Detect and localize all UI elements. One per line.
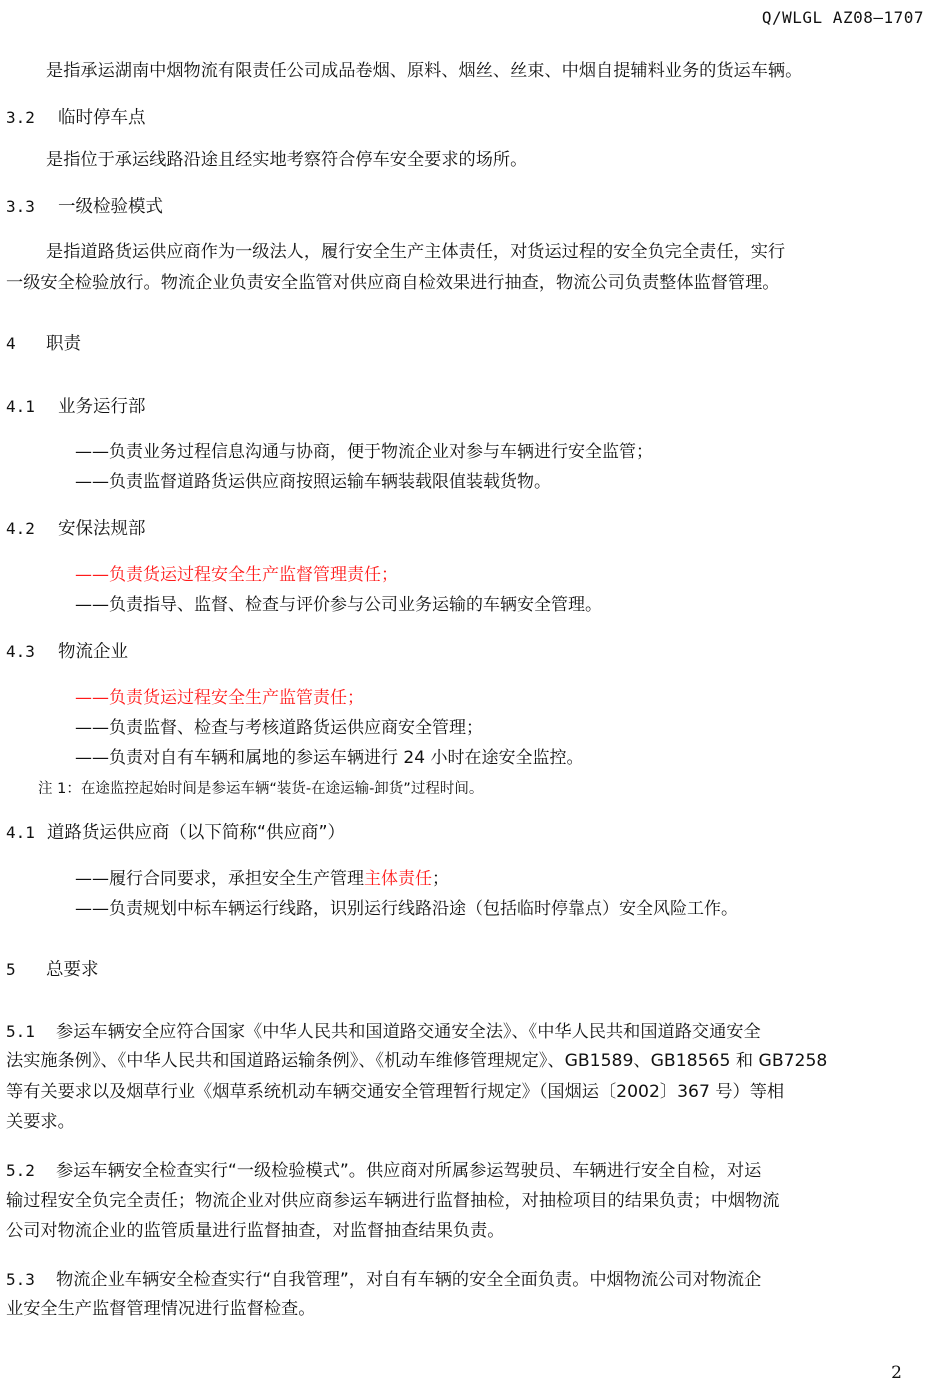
paragraph-5-2-line-2: 输过程安全负完全责任；物流企业对供应商参运车辆进行监督抽检，对抽检项目的结果负责；中烟物流 — [6, 1191, 780, 1211]
list-item — [75, 864, 449, 889]
paragraph-3-1-continuation: 是指承运湖南中烟物流有限责任公司成品卷烟、原料、烟丝、丝束、中烟自提辅料业务的货运车辆。 — [46, 61, 803, 81]
section-number: 5 — [6, 960, 16, 979]
highlighted-text: 主体责任 — [364, 869, 432, 889]
section-number: 4.2 — [6, 519, 35, 538]
section-number: 4.1 — [6, 823, 35, 842]
paragraph-5-3-line-2: 业安全生产监督管理情况进行监督检查。 — [6, 1299, 316, 1319]
standard-code: Q/WLGL AZ08—1707 — [761, 8, 924, 27]
paragraph-5-1-line-3: 等有关要求以及烟草行业《烟草系统机动车辆交通安全管理暂行规定》（国烟运〔2002〕367 号）等相 — [6, 1082, 785, 1102]
paragraph-5-1-line-2: 法实施条例》、《中华人民共和国道路运输条例》、《机动车维修管理规定》、GB1589、GB18565 和 GB7258 — [6, 1051, 828, 1071]
list-item: ——负责指导、监督、检查与评价参与公司业务运输的车辆安全管理。 — [75, 595, 602, 615]
heading-3-3 — [6, 193, 163, 218]
heading-4-1 — [6, 393, 146, 418]
list-item: ——负责监督道路货运供应商按照运输车辆装载限值装载货物。 — [75, 472, 551, 492]
paragraph-3-2: 是指位于承运线路沿途且经实地考察符合停车安全要求的场所。 — [46, 150, 528, 170]
note: 注 1：在途监控起始时间是参运车辆“装货-在途运输-卸货”过程时间。 — [38, 781, 484, 797]
section-number: 5.3 — [6, 1270, 35, 1289]
list-item-highlighted: ——负责货运过程安全生产监管责任； — [75, 688, 364, 708]
section-number: 4.3 — [6, 642, 35, 661]
list-item-text: ——履行合同要求，承担安全生产管理 — [75, 869, 364, 889]
paragraph-text: 参运车辆安全检查实行“一级检验模式”。供应商对所属参运驾驶员、车辆进行安全自检，对运 — [56, 1161, 762, 1181]
heading-4-3 — [6, 638, 128, 663]
section-title: 总要求 — [46, 960, 99, 980]
list-item: ——负责对自有车辆和属地的参运车辆进行 24 小时在途安全监控。 — [75, 748, 584, 768]
section-number: 5.1 — [6, 1022, 35, 1041]
section-title: 物流企业 — [58, 642, 128, 662]
paragraph-3-3-line-1: 是指道路货运供应商作为一级法人，履行安全生产主体责任，对货运过程的安全负完全责任，实行 — [46, 242, 786, 262]
paragraph-5-1-line-4: 关要求。 — [6, 1112, 75, 1132]
list-item: ——负责规划中标车辆运行线路，识别运行线路沿途（包括临时停靠点）安全风险工作。 — [75, 899, 738, 919]
list-item-punct: ； — [432, 869, 449, 889]
section-number: 3.2 — [6, 108, 35, 127]
heading-4 — [6, 330, 81, 355]
heading-4-4 — [6, 819, 345, 844]
section-number: 4.1 — [6, 397, 35, 416]
list-item: ——负责监督、检查与考核道路货运供应商安全管理； — [75, 718, 483, 738]
section-title: 道路货运供应商（以下简称“供应商”） — [46, 823, 346, 843]
heading-4-2 — [6, 515, 146, 540]
section-title: 业务运行部 — [58, 397, 146, 417]
section-title: 一级检验模式 — [58, 197, 163, 217]
paragraph-text: 参运车辆安全应符合国家《中华人民共和国道路交通安全法》、《中华人民共和国道路交通安全 — [56, 1022, 761, 1042]
paragraph-5-2-line-1 — [6, 1155, 761, 1187]
section-number: 4 — [6, 334, 16, 353]
section-title: 安保法规部 — [58, 519, 146, 539]
section-title: 职责 — [46, 334, 81, 354]
paragraph-5-1-line-1 — [6, 1016, 761, 1048]
paragraph-5-3-line-1 — [6, 1264, 761, 1296]
paragraph-3-3-line-2: 一级安全检验放行。物流企业负责安全监管对供应商自检效果进行抽查，物流公司负责整体监督管理。 — [6, 273, 780, 293]
section-number: 5.2 — [6, 1161, 35, 1180]
heading-5 — [6, 956, 99, 981]
heading-3-2 — [6, 104, 146, 129]
section-number: 3.3 — [6, 197, 35, 216]
page-number: 2 — [891, 1363, 902, 1383]
list-item-highlighted: ——负责货运过程安全生产监督管理责任； — [75, 565, 398, 585]
paragraph-5-2-line-3: 公司对物流企业的监管质量进行监督抽查，对监督抽查结果负责。 — [6, 1221, 505, 1241]
list-item: ——负责业务过程信息沟通与协商，便于物流企业对参与车辆进行安全监管； — [75, 442, 653, 462]
section-title: 临时停车点 — [58, 108, 146, 128]
paragraph-text: 物流企业车辆安全检查实行“自我管理”，对自有车辆的安全全面负责。中烟物流公司对物流企 — [56, 1270, 762, 1290]
